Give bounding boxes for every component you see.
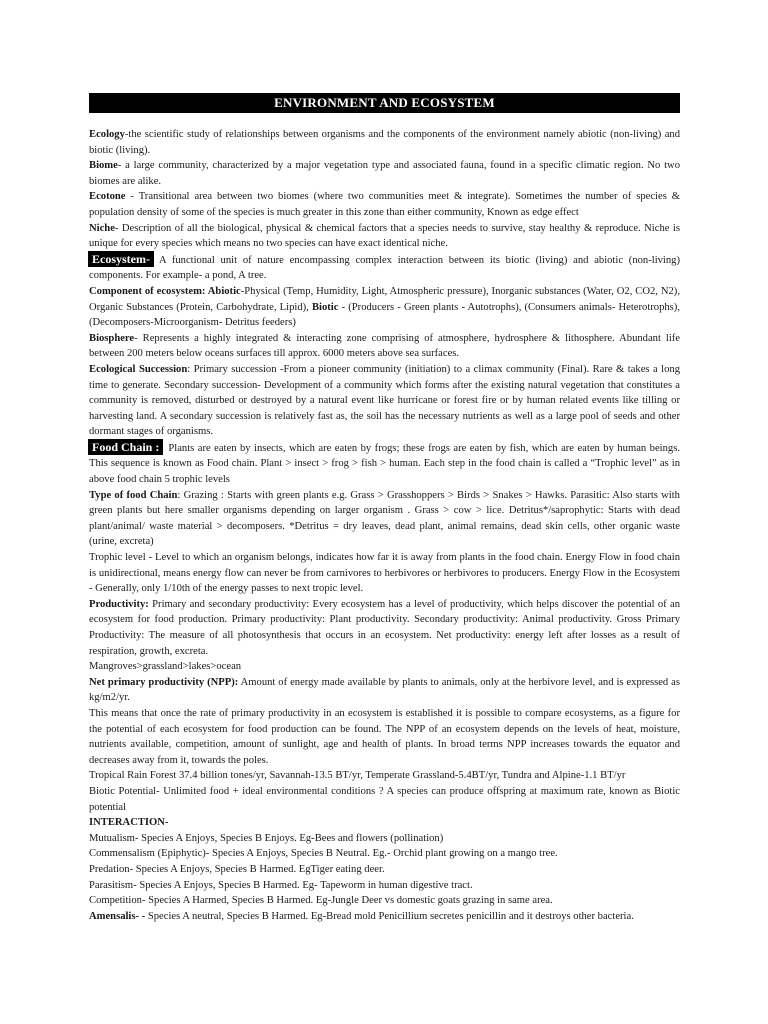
text-food-chain: Plants are eaten by insects, which are eaten by frogs; these frogs are eaten by fish, which are eaten by human beings. This sequence is known as Food chain. Plant > insect > frog > fish > human. Each step in the food chain is called a “Trophic level” as in above food chain 5 trophic levels [89, 442, 680, 486]
text-ecology: -the scientific study of relationships between organisms and the components of the environment namely abiotic (non-living) and biotic (living). [89, 129, 680, 156]
text-component-abiotic: -Physical (Temp, Humidity, Light, Atmospheric pressure), Inorganic substances (Water, O2, CO2, N2), Organic Substances (Protein, Carbohydrate, Lipid), [89, 285, 680, 313]
text-niche: - Description of all the biological, physical & chemical factors that a species needs to survive, stay healthy & reproduce. Niche is unique for every species which means no two species can have exact identical niche. [89, 222, 680, 250]
interaction-item-commensalism: Commensalism (Epiphytic)- Species A Enjoys, Species B Neutral. Eg.- Orchid plant growing on a mango tree. [89, 848, 558, 860]
paragraph-niche [89, 221, 680, 252]
term-amensalis: Amensalis- - [89, 910, 146, 922]
paragraph-trophic-level: Trophic level - Level to which an organism belongs, indicates how far it is away from plants in the food chain. Energy Flow in food chain is unidirectional, means energy flow can never be from carnivores to herbivores or herbivores to producers. Energy Flow in the Ecosystem - Generally, only 1/10th of the energy passes to next tropic level. [89, 552, 680, 595]
paragraph-ecotone [89, 189, 680, 220]
text-biosphere: - Represents a highly integrated & interacting zone comprising of atmosphere, hydrosphere & lithosphere. Abundant life between 200 meters below oceans surfaces till approx. 6000 meters above sea surfaces. [89, 332, 680, 360]
paragraph-component [89, 284, 680, 331]
text-biome: - a large community, characterized by a major vegetation type and associated fauna, found in a specific climatic region. No two biomes are alike. [89, 160, 680, 187]
text-food-chain-types: : Grazing : Starts with green plants e.g. Grass > Grasshoppers > Birds > Snakes > Hawks. Parasitic: Also starts with green plants but here smaller organisms depending on larger organism . Grass > cow > lice. Detritus*/saprophytic: Starts with dead plant/animal/ waste material > decomposers. *Detritus = dry leaves, dead plant, animal remains, dead skin cells, other organic waste (urine, excreta) [89, 489, 680, 548]
interaction-item-competition: Competition- Species A Harmed, Species B Harmed. Eg-Jungle Deer vs domestic goats grazing in same area. [89, 895, 553, 907]
term-ecotone: Ecotone [89, 191, 126, 203]
document-title: ENVIRONMENT AND ECOSYSTEM [89, 93, 680, 113]
term-succession: Ecological Succession [89, 363, 188, 375]
term-niche: Niche [89, 222, 115, 234]
term-ecology: Ecology [89, 129, 125, 140]
text-ecotone: - Transitional area between two biomes (where two communities meet & integrate). Sometimes the number of species & population density of some of the species is much greater in this zone than either community, Known as edge effect [89, 191, 680, 218]
paragraph-mangroves: Mangroves>grassland>lakes>ocean [89, 661, 242, 673]
paragraph-biotic-potential: Biotic Potential- Unlimited food + ideal environmental conditions ? A species can produce offspring at maximum rate, known as Biotic potential [89, 785, 680, 813]
document-page [89, 93, 680, 924]
paragraph-succession [89, 362, 680, 440]
text-amensalis: Species A neutral, Species B Harmed. Eg-Bread mold Penicillium secretes penicillin and it destroys other bacteria. [145, 910, 634, 922]
term-ecosystem-boxed: Ecosystem- [89, 252, 153, 266]
text-component-biotic: - (Producers - Green plants - Autotrophs), (Consumers animals- Heterotrophs), (Decomposers-Microorganism- Detritus feeders) [89, 301, 680, 329]
paragraph-ecology [89, 127, 680, 158]
text-productivity: Primary and secondary productivity: Every ecosystem has a level of productivity, which helps discover the potential of an ecosystem for food production. Primary productivity: Plant productivity. Secondary productivity: Animal productivity. Gross Primary Productivity: The measure of all photosynthesis that occurs in an ecosystem. Net productivity: energy left after losses as a result of respiration, growth, excreta. [89, 598, 680, 657]
interaction-item-amensalis [89, 909, 680, 925]
term-biotic: Biotic [311, 301, 339, 313]
interaction-item-parasitism: Parasitism- Species A Enjoys, Species B Harmed. Eg- Tapeworm in human digestive tract. [89, 879, 473, 891]
term-npp: Net primary productivity (NPP): [89, 676, 239, 688]
paragraph-biosphere [89, 331, 680, 362]
term-component-abiotic: Component of ecosystem: Abiotic [89, 285, 241, 297]
interaction-item-mutualism: Mutualism- Species A Enjoys, Species B Enjoys. Eg-Bees and flowers (pollination) [89, 832, 444, 844]
paragraph-biome [89, 158, 680, 189]
term-biosphere: Biosphere [89, 332, 135, 344]
text-npp: Amount of energy made available by plants to animals, only at the herbivore level, and is expressed as kg/m2/yr. [89, 676, 680, 704]
term-biome: Biome [89, 160, 118, 172]
term-food-chain-boxed: Food Chain : [89, 440, 162, 454]
text-succession: : Primary succession -From a pioneer community (initiation) to a climax community (Final). Rare & takes a long time to generate. Secondary succession- Development of a community which forms after the existing natural vegetation that constitutes a community is removed, disturbed or destroyed by a natural event like hurricane or forest fire or by human related events like tilling or harvesting land. A secondary succession is relatively fast as, the soil has the necessary nutrients as well as a large pool of seeds and other dormant stages of organisms. [89, 363, 680, 438]
paragraph-npp [89, 675, 680, 706]
text-ecosystem: A functional unit of nature encompassing complex interaction between its biotic (living) and abiotic (non-living) components. For example- a pond, A tree. [89, 254, 680, 282]
paragraph-food-chain [89, 440, 680, 488]
term-food-chain-types: Type of food Chain [89, 489, 178, 501]
interaction-item-predation: Predation- Species A Enjoys, Species B Harmed. EgTiger eating deer. [89, 863, 385, 875]
paragraph-productivity [89, 597, 680, 659]
paragraph-ecosystem [89, 252, 680, 284]
interaction-heading: INTERACTION- [89, 817, 169, 829]
paragraph-food-chain-types [89, 488, 680, 550]
paragraph-npp-explanation: This means that once the rate of primary productivity in an ecosystem is established it is possible to compare ecosystems, as a figure for the potential of each ecosystem for food production can be found. The NPP of an ecosystem depends on the levels of heat, moisture, nutrients available, competition, amount of sunlight, age and health of plants. In broad terms NPP increases towards the equator and decreases away from it, towards the poles. [89, 707, 680, 766]
term-productivity: Productivity: [89, 598, 149, 610]
paragraph-tropical-values: Tropical Rain Forest 37.4 billion tones/yr, Savannah-13.5 BT/yr, Temperate Grassland-5.4BT/yr, Tundra and Alpine-1.1 BT/yr [89, 770, 626, 782]
